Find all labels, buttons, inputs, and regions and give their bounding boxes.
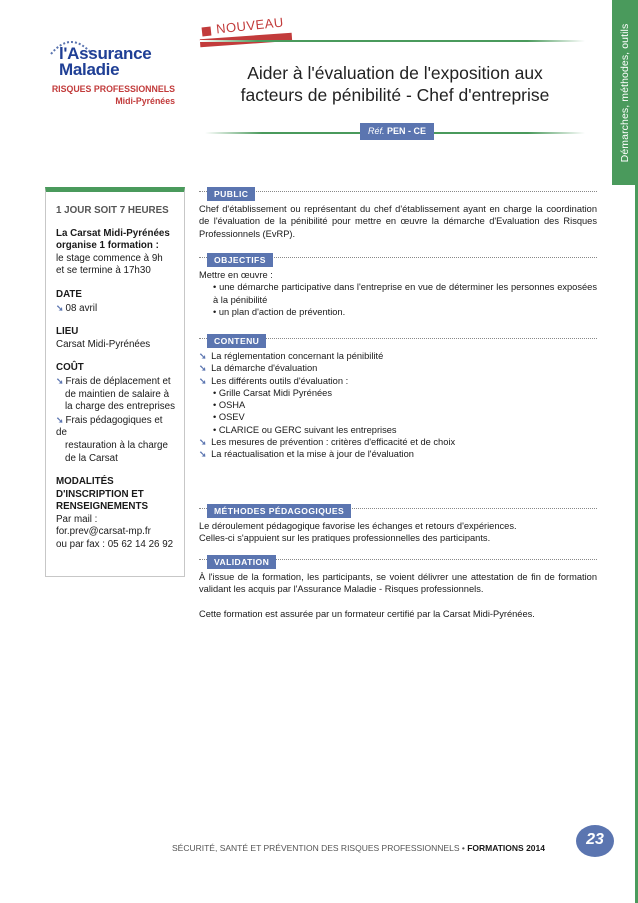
badge-square-icon [202, 27, 212, 37]
lieu-value: Carsat Midi-Pyrénées [56, 338, 151, 350]
logo-brand-line2: Maladie [59, 60, 120, 79]
cout-item1-line2: de maintien de salaire à [65, 388, 170, 400]
info-sidebar [45, 187, 185, 577]
arrow-icon: ➘ [199, 363, 207, 374]
side-tab [612, 0, 638, 185]
arrow-icon: ➘ [56, 414, 64, 425]
top-rule [200, 40, 585, 42]
cout-item1-line3: la charge des entreprises [65, 401, 176, 413]
cout-item2-line1: Frais pédagogiques et de [56, 414, 163, 439]
ref-badge [360, 123, 434, 140]
title-line2: facteurs de pénibilité - Chef d'entreprise [240, 85, 550, 105]
modal-email[interactable]: for.prev@carsat-mp.fr [56, 526, 151, 538]
section-objectifs [199, 253, 597, 318]
ref-prefix: Réf. [367, 126, 385, 136]
contenu-label: CONTENU [207, 334, 266, 348]
contenu-subitem: • OSEV [213, 412, 245, 423]
contenu-item: Les différents outils d'évaluation : [211, 375, 349, 386]
cout-item2-line3: de la Carsat [65, 452, 118, 464]
date-block [56, 289, 175, 315]
cout-block [56, 362, 175, 465]
badge-text: NOUVEAU [215, 14, 285, 37]
lieu-label: LIEU [56, 326, 79, 338]
title-line1: Aider à l'évaluation de l'exposition aux [247, 63, 543, 83]
organisation-block [56, 228, 175, 278]
section-methodes [199, 504, 597, 545]
arrow-icon: ➘ [199, 449, 207, 460]
logo-brand-line1: l'Assurance [59, 44, 152, 63]
nouveau-badge [200, 10, 294, 36]
side-tab-label: Démarches, méthodes, outils [619, 23, 631, 162]
section-validation [199, 555, 597, 620]
page-title [205, 62, 585, 106]
validation-text1: À l'issue de la formation, les participants, se voient délivrer une attestation de fin de formation validant les acquis par l'Assurance Maladie - Risques professionnels. [199, 572, 597, 595]
methodes-line2: Celles-ci s'appuient sur les pratiques professionnelles des participants. [199, 533, 491, 544]
methodes-line1: Le déroulement pédagogique favorise les échanges et retours d'expériences. [199, 521, 517, 531]
modalites-block [56, 476, 175, 552]
page-number-badge [576, 825, 616, 857]
modal-label-line1: MODALITÉS [56, 476, 114, 488]
public-label: PUBLIC [207, 187, 255, 201]
arrow-icon: ➘ [199, 375, 207, 386]
page-number: 23 [586, 831, 604, 848]
logo-brand [59, 46, 151, 78]
contenu-item: La réactualisation et la mise à jour de l'évaluation [211, 449, 414, 460]
modal-fax: ou par fax : 05 62 14 26 92 [56, 539, 174, 551]
modal-line1: Par mail : [56, 513, 98, 525]
lieu-block [56, 326, 175, 351]
org-line1: La Carsat Midi-Pyrénées [56, 227, 170, 239]
logo-division: RISQUES PROFESSIONNELS [51, 84, 175, 94]
section-public [199, 187, 597, 240]
contenu-subitem: • OSHA [213, 400, 246, 411]
objectifs-item1: • une démarche participative dans l'entreprise en vue de déterminer les personnes exposées à la pénibilité [213, 282, 597, 305]
section-contenu [199, 334, 597, 461]
arrow-icon: ➘ [56, 375, 64, 386]
footer [172, 843, 572, 853]
footer-prefix: SÉCURITÉ, SANTÉ ET PRÉVENTION DES RISQUES PROFESSIONNELS • [172, 843, 465, 853]
cout-label: COÛT [56, 362, 84, 374]
contenu-subitem: • CLARICE ou GERC suivant les entreprises [213, 424, 397, 435]
arrow-icon: ➘ [199, 351, 207, 361]
validation-text2: Cette formation est assurée par un formateur certifié par la Carsat Midi-Pyrénées. [199, 608, 535, 619]
date-value: 08 avril [65, 302, 98, 314]
date-label: DATE [56, 288, 82, 300]
arrow-icon: ➘ [56, 302, 64, 313]
cout-item1-line1: Frais de déplacement et [65, 375, 171, 387]
org-line2: organise 1 formation : [56, 240, 159, 252]
public-text: Chef d'établissement ou représentant du chef d'établissement ayant en charge la coordination de l'évaluation de la pénibilité pour mettre en œuvre la démarche d'Evaluation des Risques Professionnels (EvRP). [199, 204, 597, 239]
schedule-line1: le stage commence à 9h [56, 252, 163, 264]
footer-bold: FORMATIONS 2014 [467, 843, 545, 853]
arrow-icon: ➘ [199, 437, 207, 448]
modal-label-line2: D'INSCRIPTION ET [56, 488, 144, 500]
objectifs-item2: • un plan d'action de prévention. [213, 306, 346, 317]
logo [45, 32, 185, 122]
logo-region: Midi-Pyrénées [115, 96, 175, 106]
cout-item2-line2: restauration à la charge [65, 439, 168, 451]
duration: 1 JOUR SOIT 7 HEURES [56, 205, 169, 216]
objectifs-label: OBJECTIFS [207, 253, 273, 267]
modal-label-line3: RENSEIGNEMENTS [56, 501, 148, 513]
validation-label: VALIDATION [207, 555, 276, 569]
contenu-item: Les mesures de prévention : critères d'efficacité et de choix [211, 437, 456, 448]
methodes-label: MÉTHODES PÉDAGOGIQUES [207, 504, 351, 518]
objectifs-intro: Mettre en œuvre : [199, 270, 273, 280]
contenu-item: La réglementation concernant la pénibilité [211, 351, 384, 361]
ref-code: PEN - CE [387, 126, 427, 136]
schedule-line2: et se termine à 17h30 [56, 265, 151, 277]
contenu-subitem: • Grille Carsat Midi Pyrénées [213, 387, 332, 398]
contenu-item: La démarche d'évaluation [211, 363, 318, 374]
